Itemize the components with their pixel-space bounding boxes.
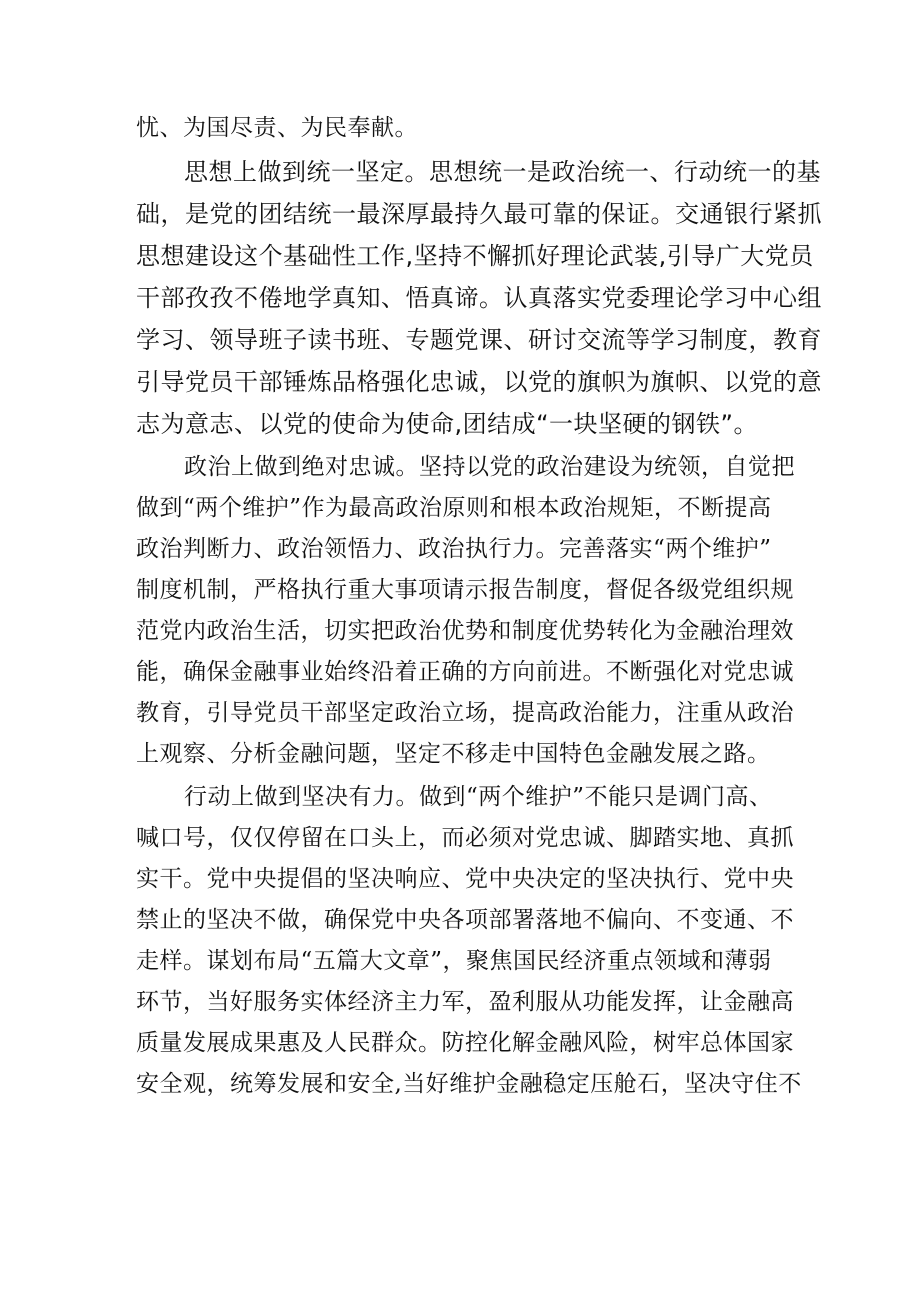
paragraph-decisive-action [136,777,802,1105]
text-line: 引导党员干部锤炼品格强化忠诚，以党的旗帜为旗帜、以党的意 [136,368,822,396]
text-line: 政治上做到绝对忠诚。坚持以党的政治建设为统领，自觉把 [184,454,795,480]
text-line: 喊口号，仅仅停留在口头上，而必须对党忠诚、脚踏实地、真抓 [136,825,794,851]
text-line: 走样。谋划布局“五篇大文章”，聚焦国民经济重点领域和薄弱 [136,948,772,974]
text-line: 学习、领导班子读书班、专题党课、研讨交流等学习制度，教育 [136,326,822,354]
text-line: 禁止的坚决不做，确保党中央各项部署落地不偏向、不变通、不 [136,907,794,933]
document-body [136,108,822,1105]
text-line: 上观察、分析金融问题，坚定不移走中国特色金融发展之路。 [136,741,771,767]
text-line: 能，确保金融事业始终沿着正确的方向前进。不断强化对党忠诚 [136,659,794,685]
text-line: 思想建设这个基础性工作,坚持不懈抓好理论武装,引导广大党员 [136,242,814,270]
paragraph-ideological-unity [136,151,822,445]
paragraph-political-loyalty [136,447,796,775]
text-line: 干部孜孜不倦地学真知、悟真谛。认真落实党委理论学习中心组 [136,284,822,312]
text-line: 实干。党中央提倡的坚决响应、党中央决定的坚决执行、党中央 [136,866,794,892]
text-line: 制度机制，严格执行重大事项请示报告制度，督促各级党组织规 [136,577,794,603]
text-line: 行动上做到坚决有力。做到“两个维护”不能只是调门高、 [184,784,773,810]
text-line: 志为意志、以党的使命为使命,团结成“一块坚硬的钢铁”。 [136,410,758,438]
text-line: 础，是党的团结统一最深厚最持久最可靠的保证。交通银行紧抓 [136,200,822,228]
text-line: 做到“两个维护”作为最高政治原则和根本政治规矩，不断提高 [136,495,772,521]
text-line: 思想上做到统一坚定。思想统一是政治统一、行动统一的基 [184,158,821,186]
text-line: 政治判断力、政治领悟力、政治执行力。完善落实“两个维护” [136,536,772,562]
text-line: 教育，引导党员干部坚定政治立场，提高政治能力，注重从政治 [136,700,794,726]
paragraph-continuation [136,108,796,149]
text-line: 忧、为国尽责、为民奉献。 [136,115,418,141]
text-line: 范党内政治生活，切实把政治优势和制度优势转化为金融治理效 [136,618,794,644]
text-line: 安全观，统筹发展和安全,当好维护金融稳定压舱石，坚决守住不 [136,1071,802,1097]
text-line: 环节，当好服务实体经济主力军，盈利服从功能发挥，让金融高 [136,989,794,1015]
text-line: 质量发展成果惠及人民群众。防控化解金融风险，树牢总体国家 [136,1030,794,1056]
